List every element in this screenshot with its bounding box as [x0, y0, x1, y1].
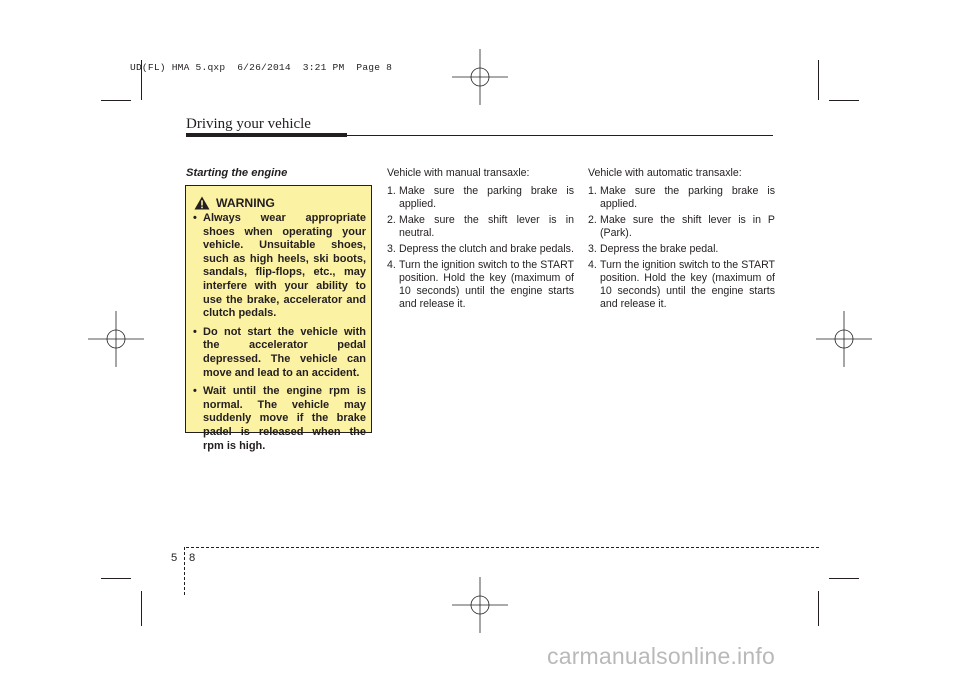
chapter-number: 5 [171, 552, 178, 564]
page-number: 8 [189, 552, 196, 564]
warning-item: • Wait until the engine rpm is normal. The vehicle may suddenly move if the brake padel is released when the rpm is high. [190, 385, 366, 453]
automatic-step [588, 259, 775, 311]
step-text: Turn the ignition switch to the START position. Hold the key (maximum of 10 seconds) until the engine starts and release it. [600, 259, 775, 310]
footer-divider [184, 547, 185, 595]
automatic-step [588, 185, 775, 211]
step-number: 1. [588, 185, 597, 197]
registration-mark-icon [452, 49, 508, 105]
step-text: Make sure the parking brake is applied. [600, 185, 775, 210]
registration-mark-icon [816, 311, 872, 367]
manual-step [387, 185, 574, 211]
warning-list [190, 212, 366, 458]
manual-transaxle-steps [387, 167, 574, 314]
step-text: Make sure the shift lever is in P (Park). [600, 214, 775, 239]
crop-mark [829, 578, 859, 579]
step-number: 4. [588, 259, 597, 271]
step-number: 3. [387, 243, 396, 255]
registration-mark-icon [452, 577, 508, 633]
manual-step [387, 214, 574, 240]
warning-box [185, 185, 372, 452]
header-rule-accent [186, 133, 347, 137]
step-number: 2. [588, 214, 597, 226]
step-number: 3. [588, 243, 597, 255]
automatic-step [588, 214, 775, 240]
crop-mark [829, 100, 859, 101]
automatic-transaxle-steps [588, 167, 775, 314]
step-text: Make sure the shift lever is in neutral. [399, 214, 574, 239]
step-number: 1. [387, 185, 396, 197]
manual-intro: Vehicle with manual transaxle: [387, 167, 530, 179]
crop-mark [101, 100, 131, 101]
step-text: Depress the brake pedal. [600, 243, 719, 255]
crop-mark [818, 591, 819, 626]
manual-step [387, 259, 574, 311]
warning-item: • Do not start the vehicle with the accelerator pedal depressed. The vehicle can move and lead to an accident. [190, 326, 366, 380]
warning-item: • Always wear appropriate shoes when operating your vehicle. Unsuitable shoes, such as high heels, ski boots, sandals, flip-flops, etc., may interfere with your ability to use the brake, accelerator and clutch pedals. [190, 212, 366, 321]
warning-triangle-icon [194, 196, 210, 210]
step-number: 2. [387, 214, 396, 226]
automatic-intro: Vehicle with automatic transaxle: [588, 167, 742, 179]
step-text: Turn the ignition switch to the START position. Hold the key (maximum of 10 seconds) until the engine starts and release it. [399, 259, 574, 310]
manual-step [387, 243, 574, 256]
step-text: Depress the clutch and brake pedals. [399, 243, 574, 255]
automatic-step [588, 243, 775, 256]
subheading: Starting the engine [186, 167, 288, 179]
step-number: 4. [387, 259, 396, 271]
section-title: Driving your vehicle [186, 116, 311, 132]
watermark: carmanualsonline.info [547, 643, 775, 669]
footer-rule [186, 547, 819, 548]
warning-title: WARNING [216, 196, 275, 210]
crop-mark [141, 591, 142, 626]
crop-mark [818, 60, 819, 100]
registration-mark-icon [88, 311, 144, 367]
print-slug: UD(FL) HMA 5.qxp 6/26/2014 3:21 PM Page 8 [130, 62, 393, 73]
crop-mark [101, 578, 131, 579]
step-text: Make sure the parking brake is applied. [399, 185, 574, 210]
warning-header [194, 194, 275, 212]
